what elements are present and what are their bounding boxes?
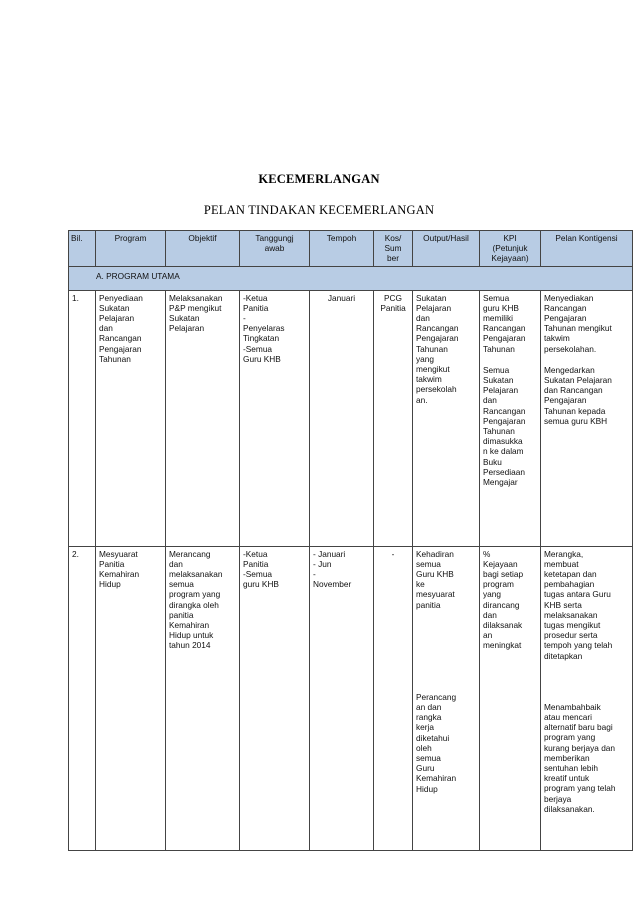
document-title: KECEMERLANGAN <box>258 172 380 186</box>
row-kos: - <box>374 546 413 850</box>
table-row <box>69 546 633 850</box>
row-tempoh: Januari <box>310 290 374 546</box>
row-pelan-kontigensi <box>541 290 633 546</box>
section-label: A. PROGRAM UTAMA <box>69 266 633 290</box>
row-output <box>413 546 480 850</box>
row-tempoh: - Januari - Jun - November <box>310 546 374 850</box>
row-objektif: Melaksanakan P&P mengikut Sukatan Pelajaran <box>166 290 240 546</box>
row-program: Penyediaan Sukatan Pelajaran dan Rancangan Pengajaran Tahunan <box>96 290 166 546</box>
header-bil: Bil. <box>69 231 96 267</box>
output-item: Kehadiran semua Guru KHB ke mesyuarat panitia <box>416 548 455 610</box>
row-output: Sukatan Pelajaran dan Rancangan Pengajaran Tahunan yang mengikut takwim persekolah an. <box>413 290 480 546</box>
pelan-item: Merangka, membuat ketetapan dan pembahagian tugas antara Guru KHB serta melaksanakan tugas mengikut prosedur serta tempoh yang telah ditetapkan <box>544 548 613 661</box>
row-bil: 2. <box>69 546 96 850</box>
header-objektif: Objektif <box>166 231 240 267</box>
pelan-item: Menyediakan Rancangan Pengajaran Tahunan mengikut takwim persekolahan. <box>544 292 612 354</box>
kpi-item: Semua Sukatan Pelajaran dan Rancangan Pengajaran Tahunan dimasukka n ke dalam Buku Persediaan Mengajar <box>483 364 526 488</box>
header-kpi: KPI (Petunjuk Kejayaan) <box>480 231 541 267</box>
kpi-item: Semua guru KHB memiliki Rancangan Pengajaran Tahunan <box>483 292 526 354</box>
row-objektif: Merancang dan melaksanakan semua program yang dirangka oleh panitia Kemahiran Hidup untuk tahun 2014 <box>166 546 240 850</box>
row-program: Mesyuarat Panitia Kemahiran Hidup <box>96 546 166 850</box>
row-kos: PCG Panitia <box>374 290 413 546</box>
action-plan-table <box>68 230 633 851</box>
table-row <box>69 290 633 546</box>
header-tempoh: Tempoh <box>310 231 374 267</box>
row-tanggungjawab: -Ketua Panitia -Semua guru KHB <box>240 546 310 850</box>
pelan-item: Mengedarkan Sukatan Pelajaran dan Rancangan Pengajaran Tahunan kepada semua guru KBH <box>544 364 612 426</box>
row-kpi: % Kejayaan bagi setiap program yang dirancang dan dilaksanak an meningkat <box>480 546 541 850</box>
row-pelan-kontigensi <box>541 546 633 850</box>
header-kos: Kos/ Sum ber <box>374 231 413 267</box>
header-output: Output/Hasil <box>413 231 480 267</box>
row-bil: 1. <box>69 290 96 546</box>
document-subtitle: PELAN TINDAKAN KECEMERLANGAN <box>203 203 435 217</box>
row-tanggungjawab: -Ketua Panitia - Penyelaras Tingkatan -Semua Guru KHB <box>240 290 310 546</box>
header-pelan-kontigensi: Pelan Kontigensi <box>541 231 633 267</box>
header-tanggungjawab: Tanggungj awab <box>240 231 310 267</box>
output-item: Perancang an dan rangka kerja diketahui oleh semua Guru Kemahiran Hidup <box>416 691 457 794</box>
pelan-item: Menambahbaik atau mencari alternatif baru bagi program yang kurang berjaya dan memberikan sentuhan lebih kreatif untuk program yang telah berjaya dilaksanakan. <box>544 701 616 814</box>
header-program: Program <box>96 231 166 267</box>
row-kpi <box>480 290 541 546</box>
table-header-row <box>69 231 633 267</box>
section-row <box>69 266 633 290</box>
